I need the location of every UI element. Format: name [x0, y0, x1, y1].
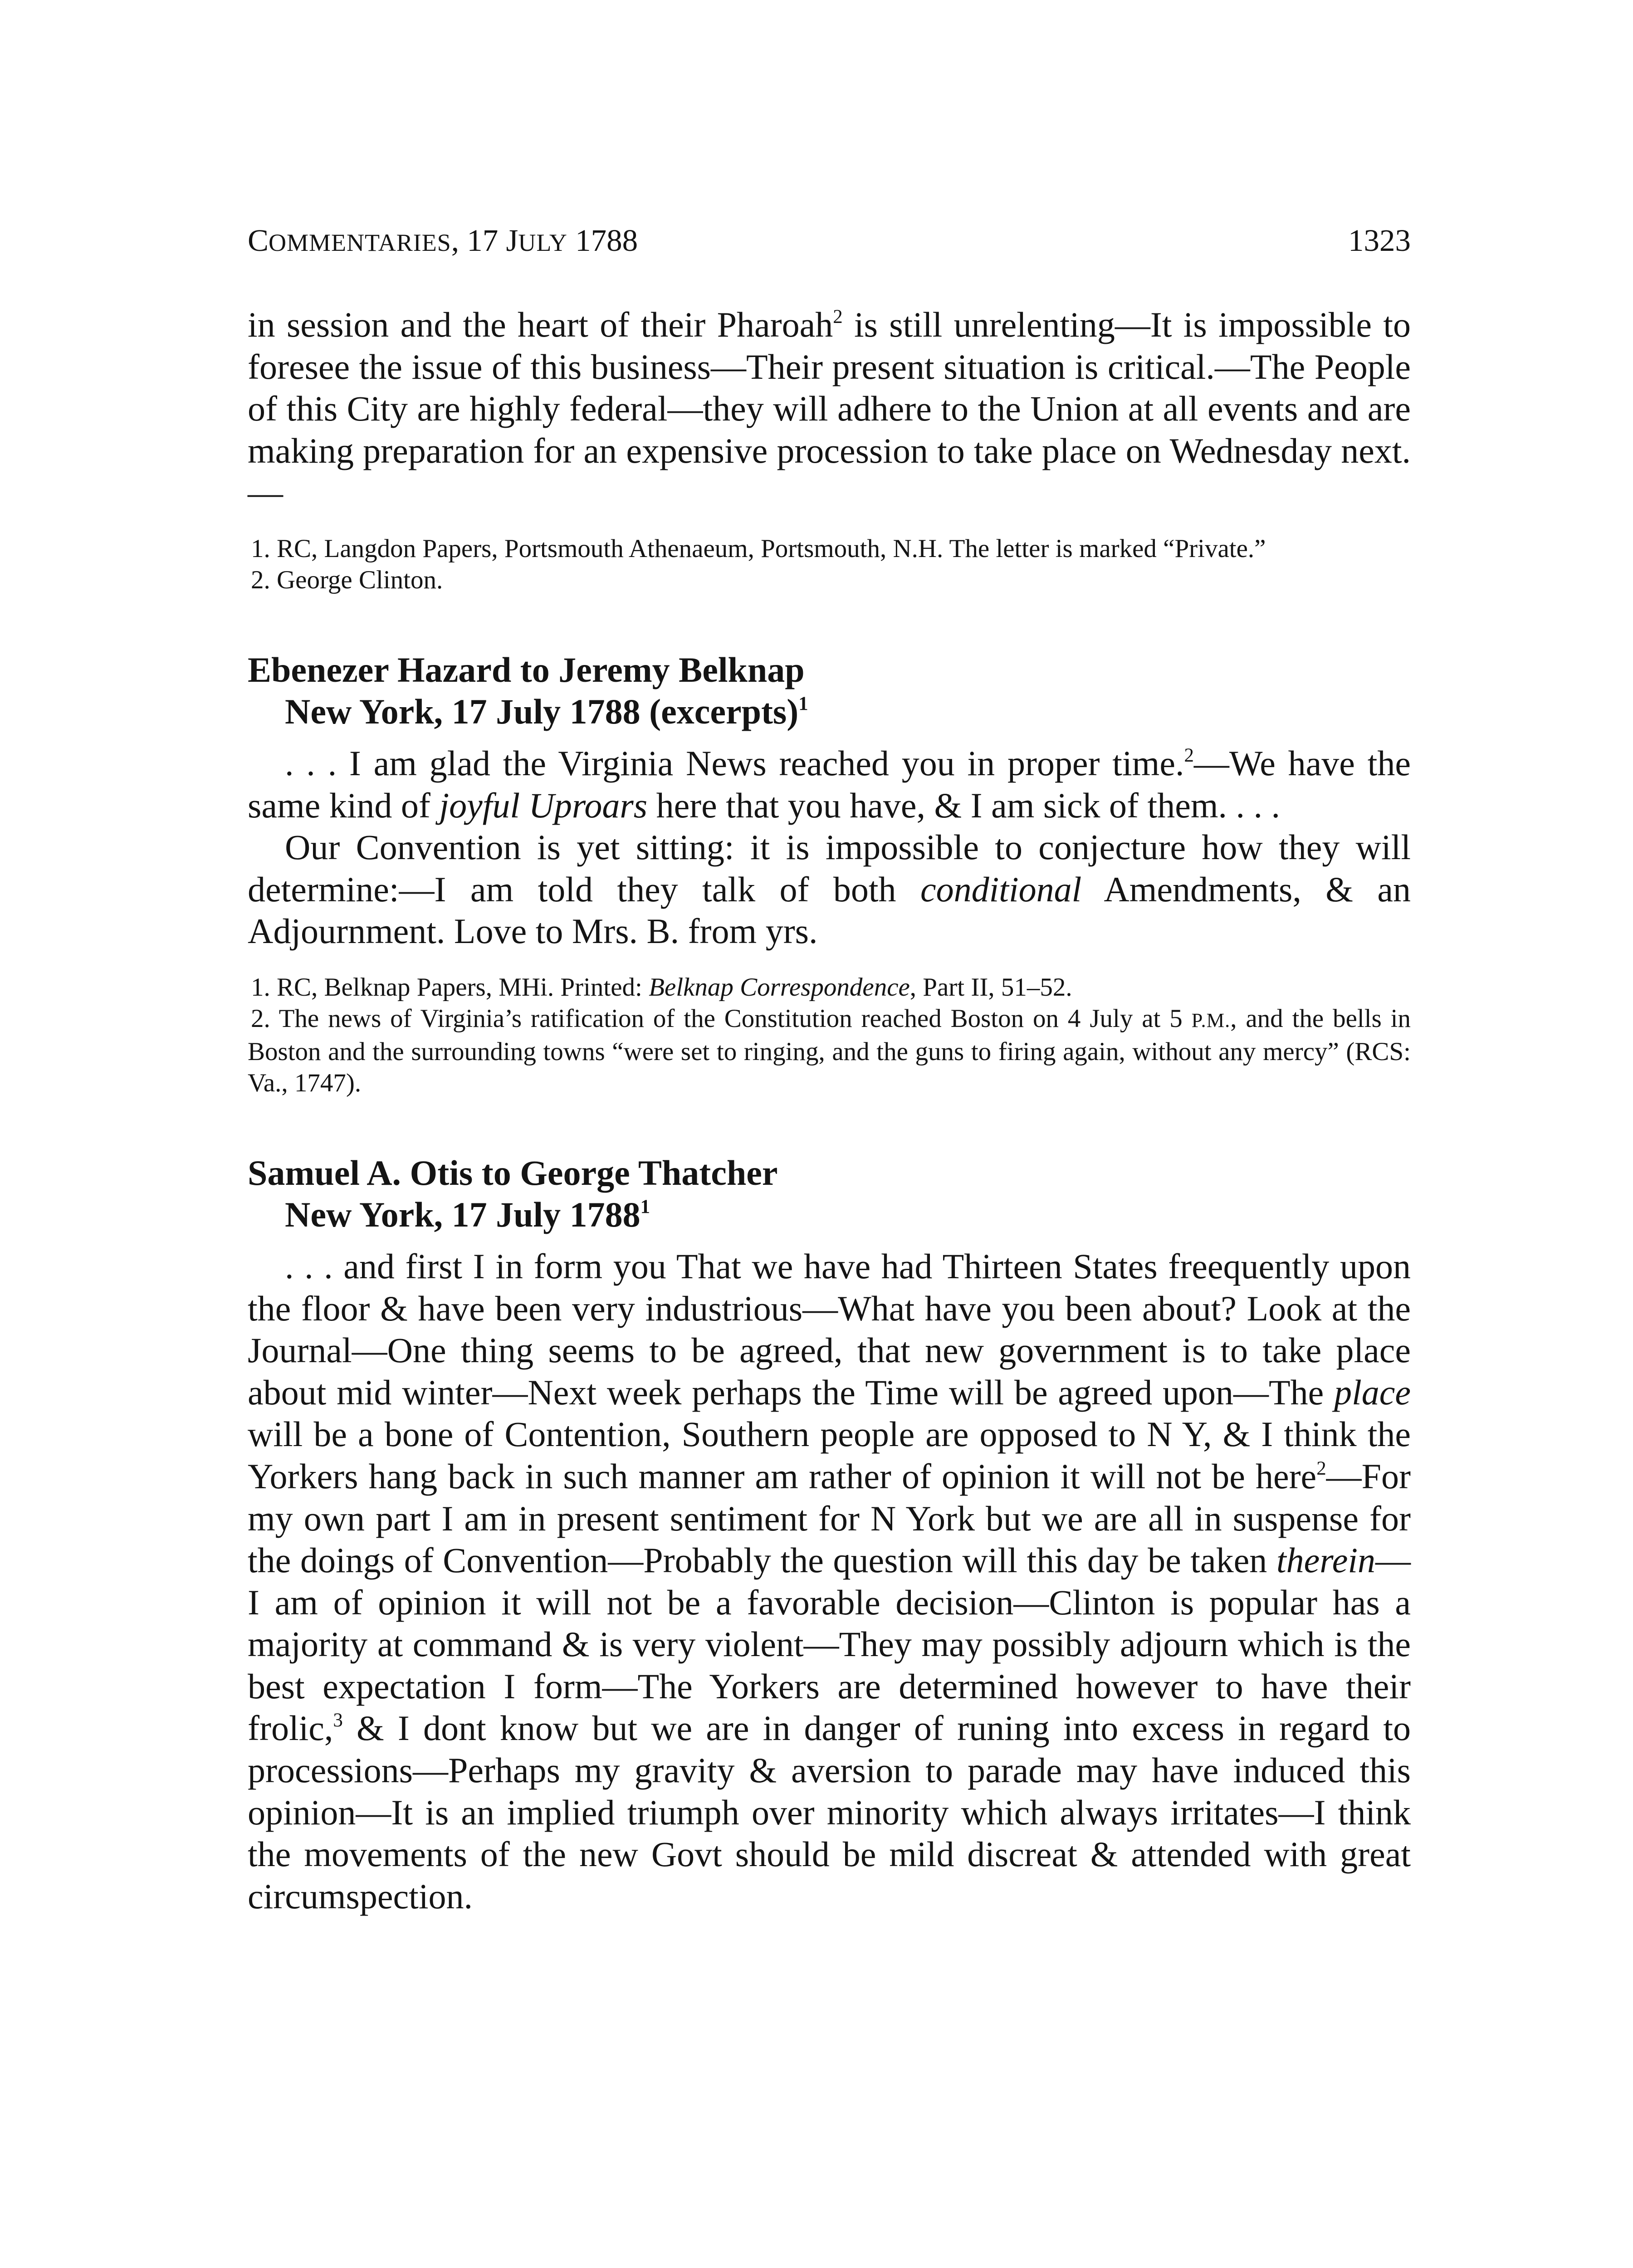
letter-heading-hazard — [248, 649, 1411, 733]
footnote: 2. George Clinton. — [251, 565, 443, 594]
letter-paragraph: . . . and first I in form you That we have had Thirteen States freequently upon the floor & have been very industrious—What have you been about? Look at the Journal—One thing seems to be agreed, that new government is to take place about mid winter—Next week perhaps the Time will be agreed upon—The place will be a bone of Contention, Southern people are opposed to N Y, & I think the Yorkers hang back in such manner am rather of opinion it will not be here$^2$—For my own part I am in present sentiment for N York but we are all in suspense for the doings of Convention—Probably the question will this day be taken therein—I am of opinion it will not be a favorable decision—Clinton is popular has a majority at command & is very violent—They may possibly adjourn which is the best expectation I form—The Yorkers are determined however to have their frolic,$^3$ & I dont know but we are in danger of runing into excess in regard to processions—Perhaps my gravity & aversion to parade may have induced this opinion—It is an implied triumph over minority which always irritates—I think the movements of the new Govt should be mild discreat & attended with great circumspection. — [248, 1246, 1411, 1916]
continued-letter-paragraph: in session and the heart of their Pharoah$^2$ is still unrelenting—It is impossible to foresee the issue of this business—Their present situation is critical.—The People of this City are highly federal—they will adhere to the Union at all events and are making preparation for an expensive procession to take place on Wednesday next.— — [248, 305, 1411, 513]
letter-title: Ebenezer Hazard to Jeremy Belknap — [248, 650, 805, 689]
letter-dateline: New York, 17 July 1788 (excerpts)$^1$ — [285, 691, 808, 731]
footnote: 1. RC, Langdon Papers, Portsmouth Athenaeum, Portsmouth, N.H. The letter is marked “Private.” — [251, 534, 1266, 563]
footnote-ref: 2 — [1316, 1457, 1326, 1479]
page-number: 1323 — [1348, 223, 1411, 258]
footnote: 1. RC, Belknap Papers, MHi. Printed: Belknap Correspondence, Part II, 51–52. — [251, 973, 1072, 1002]
document-page — [248, 0, 1411, 2268]
footnote-ref: 2 — [1184, 744, 1194, 766]
running-head — [248, 222, 1411, 259]
running-head-title: COMMENTARIES, 17 JULY 1788 — [248, 223, 638, 258]
footnote-ref: 1 — [640, 1196, 650, 1217]
letter-heading-otis — [248, 1152, 1411, 1236]
letter-paragraph: . . . I am glad the Virginia News reached you in proper time.$^2$—We have the same kind of joyful Uproars here that you have, & I am sick of them. . . . — [248, 743, 1411, 825]
footnote-ref: 2 — [833, 306, 843, 327]
letter-paragraph: Our Convention is yet sitting: it is impossible to conjecture how they will determine:—I am told they talk of both conditional Amendments, & an Adjournment. Love to Mrs. B. from yrs. — [248, 827, 1411, 951]
footnote: 2. The news of Virginia’s ratification of the Constitution reached Boston on 4 July at 5 P.M., and the bells in Boston and the surrounding towns “were set to ringing, and the guns to firing again, without any mercy” (RCS: Va., 1747). — [248, 1004, 1411, 1097]
letter-dateline: New York, 17 July 1788$^1$ — [285, 1194, 650, 1234]
footnotes-block — [248, 533, 1411, 596]
footnote-ref: 1 — [798, 693, 808, 714]
page-body — [248, 304, 1411, 1917]
footnote-ref: 3 — [333, 1710, 343, 1731]
letter-title: Samuel A. Otis to George Thatcher — [248, 1153, 778, 1193]
footnotes-block — [248, 972, 1411, 1099]
